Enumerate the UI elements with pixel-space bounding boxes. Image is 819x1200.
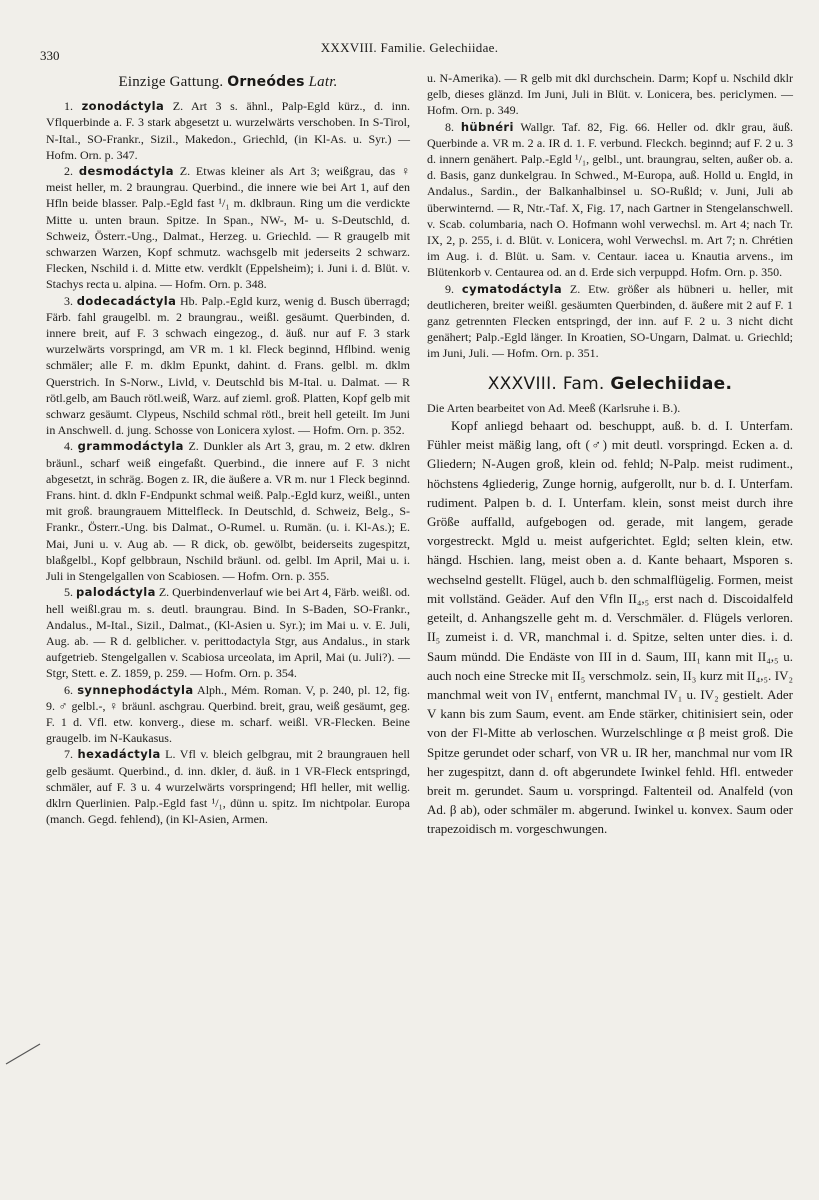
species-entry — [46, 163, 410, 293]
species-text: Z. Querbindenverlauf wie bei Art 4, Färb. weißl. od. hell weißl.grau m. s. deutl. braungrau. Bind. In S-Baden, SO-Frankr., Andalus., M-Ital., Sizil., Dalmat., (Kl-Asien u. Syr.); im Mai u. v. E. Juli, Aug. ab. — R d. gelblicher. v. perittodactyla Stgr, aus Andalus., in stark aufgetrieb. Stengelgallen v. Scabiosa urceolata, im April, Mai (u. Juli?). — Stgr, Stett. e. Z. 1859, p. 259. — Hofm. Orn. p. 354. — [46, 585, 410, 681]
page-header — [0, 38, 819, 63]
species-name: palodáctyla — [76, 585, 156, 600]
species-entry — [46, 98, 410, 163]
species-text: Alph., Mém. Roman. V, p. 240, pl. 12, fig. 9. ♂ gelbl.-, ♀ bräunl. aschgrau. Querbind. breit, grau, weiß gesäumt, geg. F. 1 d. Vfl. etw. konverg., diese m. scharf. weißl. VR-Flecken. Beine graugelb. im N-Kaukasus. — [46, 682, 411, 746]
species-entry — [427, 119, 793, 281]
species-text: Hb. Palp.-Egld kurz, wenig d. Busch überragd; Färb. fahl graugelbl. m. 2 braungrau., weißl. gesäumt. Querbinden, d. innere breit, auf F. 3 schwach eingezog., d. äuß. nur auf F. 3 stark wurzelwärts vorspringd, am VR m. 1 kl. Fleck beginnd, Hflbind. wenig schmäler; alle F. m. dklm Epunkt, dahint. d. Frans. gelbl. m. dklm Querstrich. In S-Norw., Livld, v. Deutschld bis M-Ital. u. Dalmat. — R rötl.gelb, am Bauch rötl.weiß, Warz. auf zieml. groß. Platten, Kopf gelb mit schwarz gesäumt. Clypeus, Nschild schmal rötl., breit hell geteilt. Im Juni in Anschwell. d. jung. Schosse von Lonicera xylost. — Hofm. Orn. p. 352. — [46, 293, 410, 438]
genus-author: Latr. — [308, 74, 338, 90]
species-name: synnephodáctyla — [77, 682, 194, 697]
authors-line: Die Arten bearbeitet von Ad. Meeß (Karlsruhe i. B.). — [427, 400, 681, 415]
species-entry — [46, 584, 410, 681]
species-name: desmodáctyla — [78, 164, 174, 179]
family-heading-prefix: XXXVIII. Fam. — [487, 373, 605, 394]
species-entry — [427, 281, 793, 362]
species-entry — [46, 438, 410, 584]
continuation-text: u. N-Amerika). — R gelb mit dkl durchschein. Darm; Kopf u. Nschild dklr gelb, dieses glänzd. Im Juni, Juli in Blüt. v. Lonicera, bes. periclymen. — Hofm. Orn. p. 349. — [427, 71, 793, 118]
family-description: Kopf anliegd behaart od. beschuppt, auß. b. d. I. Unterfam. Fühler meist mäßig lang, oft (♂) mit deutl. vorspringd. Ecken a. d. Gliedern; N-Augen groß, klein od. fehld; N-Palp. meist rudiment., höchstens 4gliederig, Zunge hornig, aufgerollt, nur b. d. I. Unterfam. rudiment. Palpen b. d. I. Unterfam. klein, sonst meist durch ihre Größe auffalld, aufgebogen od. gerade, mit langem, gerade vorgestreckt. Mgld u. meist aufgerichtet. Egld; selten klein, etw. hängd. Hschien. lang, meist oben a. d. Kante behaart, Msporen s. wechselnd gestellt. Flügel, auch b. den schmalflügelig. Formen, meist mit vollständ. Geäder. Auf den Vfln II₄,₅ erst nach d. Discoidalfeld geteilt, d. Anhangszelle geht m. d. Verschmäler. d. Flügels verloren. II₅ zumeist i. d. VR, manchmal i. d. Spitze, selten unter dies. i. d. Saum mündd. Die Endäste von III in d. Saum, III₁ kann mit II₄,₅ u. auch noch eine Strecke mit II₅ verschmolz. sein, II₃ kurz mit II₄,₅. IV₂ manchmal weit von IV₁ entfernt, manchmal IV₁ u. IV₂ gestielt. Ader V kann bis zum Saum, event. am Ende stärker, chitinisiert sein, oder von der Fl-Mitte ab verloschen. Wurzelschlinge α β meist groß. Die Spitze gerundet oder scharf, von VR u. IR her, manchmal nur vom IR her zugespitzt, dann d. oft abgerundete Iwinkel fehld. Hfl. entweder breit m. gerundet. Saum u. vorspringd. Faltenteil od. Analfeld (von Ad. β ab), oder schmäler m. abgerund. Iwinkel u. konvex. Saum oder trapezoidisch m. vorgeschwungen. — [427, 418, 793, 837]
family-name: Gelechiidae. — [610, 373, 733, 394]
species-name: hübnéri — [460, 119, 514, 134]
species-text: Z. Etw. größer als hübneri u. heller, mit deutlicheren, breiter weißl. gesäumten Querbinden, d. äußere mit 2 auf F. 1 ganz getrennten Flecken entspringd, der inn. auf F. 2 u. 3 nicht dicht genähert; Palp.-Egld länger. In Kroatien, SO-Ungarn, Dalmat. u. Griechld; im Juni, Juli. — Hofm. Orn. p. 351. — [427, 281, 794, 361]
species-text: L. Vfl v. bleich gelbgrau, mit 2 braungrauen hell gelb gesäumt. Querbind., d. inn. dkler, d. äuß. in 1 VR-Fleck entspringd, schmäler, auf F. 3 u. 4 wurzelwärts vorspringend; Hfl heller, mit wellig. dklrn Querlinien. Palp.-Egld fast ¹/₁, dünn u. spitz. Im nichtpolar. Europa (manch. Gegd. fehlend), (in Kl-Asien, Armen. — [46, 747, 410, 827]
species-number: 1. — [64, 99, 73, 114]
family-heading — [427, 373, 793, 394]
species-number: 7. — [64, 747, 73, 762]
species-entry — [46, 293, 410, 439]
species-text: Wallgr. Taf. 82, Fig. 66. Heller od. dklr grau, äuß. Querbinde a. VR m. 2 a. IR d. 1. F. verbund. Fleckch. beginnd; auf F. 2 u. 3 d. innern genähert. Palp.-Egld ¹/₁, gelbl., unt. braungrau, selten, außer ob. a. d. Basis, ganz dunkelgrau. In Schwed., M-Europa, auß. Holld u. Engld, in Andalus., Sardin., der Balkanhalbinsel u. SO-Rußld; v. Juni, Juli ab überwinternd. — R, Ntr.-Taf. X, Fig. 17, nach Gartner in Stengelanschwell. v. Scab. columbaria, nach O. Hofmann wohl verwechsl. m. Art 4; nach Tr. IX, 2, p. 255, i. d. Blüt. v. Lonicera, wohl Verwechsl. m. Art 7; n. Chrétien im Aug. i. d. Blüt. u. Sam. v. Centaur. iacea u. Knautia arvens., im Blütenkorb v. Centaurea od. an d. Erde sich verpuppd. Hofm. Orn. p. 350. — [427, 119, 793, 280]
species-name: grammodáctyla — [77, 439, 184, 454]
species-text: Z. Art 3 s. ähnl., Palp-Egld kürz., d. inn. Vflquerbinde a. F. 3 stark abgesetzt u. wurzelwärts verschoben. In S-Tirol, N-Ital., SO-Frankr., Sizil., Makedon., Griechld, (in Kl-As. u. Syr.) — Hofm. Orn. p. 347. — [46, 99, 410, 162]
running-head: XXXVIII. Familie. Gelechiidae. — [320, 40, 499, 55]
species-name: hexadáctyla — [77, 747, 161, 762]
species-entry — [46, 746, 410, 827]
species-text: Z. Dunkler als Art 3, grau, m. 2 etw. dklren bräunl., scharf weiß eingefaßt. Querbind., die innere auf F. 3 nicht abgesetzt, in schräg. Bogen z. IR, die äußere a. VR m. nur 1 Fleck beginnd. Frans. hint. d. dkln F-Endpunkt schmal weiß. Palp.-Egld kurz, weißl., unten mit groß. braungrauem Mittelfleck. In Deutschld, d. Schweiz, Belg., S-Frankr., Österr.-Ung. bis Dalmat., O-Rumel. u. Rumän. (u. i. Kl-As.); E. Mai, Juni u. v. Aug ab. — R dick, ob. gewölbt, beiderseits zugespitzt, blaßgelbl., Kopf gelbbraun, Nschild bräunl. od. gelbl. Im April, Mai u. i. Juli in Stengelgallen von Scabiosen. — Hofm. Orn. p. 355. — [46, 439, 411, 584]
genus-name: Orneódes — [227, 74, 305, 90]
species-text: Z. Etwas kleiner als Art 3; weißgrau, das ♀ meist heller, m. 2 braungrau. Querbind., die innere wie bei Art 1, auf den Hfln beide blasser. Palp.-Egld fast ¹/₁ m. dklbraun. Ring um die verdickte Mitte u. unten braun. Spitze. In Span., NW-, M- u. S-Deutschld, d. Schweiz, Österr.-Ung., Dalmat., Herzeg. u. Griechld. — R graugelb mit schwarzen Warzen, Kopf schmutz. wachsgelb mit jederseits 2 schwarz. Flecken, Nschild i. d. Mitte etw. verdklt (Eppelsheim); i. Juni i. d. Blüt. v. Stachys recta u. alpina. — Hofm. Orn. p. 348. — [46, 164, 411, 292]
species-entry — [46, 682, 410, 747]
species-number: 3. — [64, 293, 73, 308]
right-column — [427, 70, 793, 839]
species-number: 9. — [445, 281, 454, 296]
species-name: zonodáctyla — [81, 99, 165, 114]
species-number: 5. — [64, 585, 73, 600]
genus-heading — [46, 74, 410, 90]
species-name: cymatodáctyla — [461, 281, 563, 296]
genus-heading-prefix: Einzige Gattung. — [118, 74, 224, 90]
species-number: 4. — [64, 439, 73, 454]
species-number: 6. — [64, 682, 73, 697]
species-number: 2. — [64, 164, 73, 179]
species-name: dodecadáctyla — [76, 293, 177, 308]
left-column — [46, 70, 410, 827]
species-number: 8. — [445, 119, 454, 134]
page-number: 330 — [40, 48, 60, 63]
pencil-check-mark — [4, 1038, 44, 1068]
